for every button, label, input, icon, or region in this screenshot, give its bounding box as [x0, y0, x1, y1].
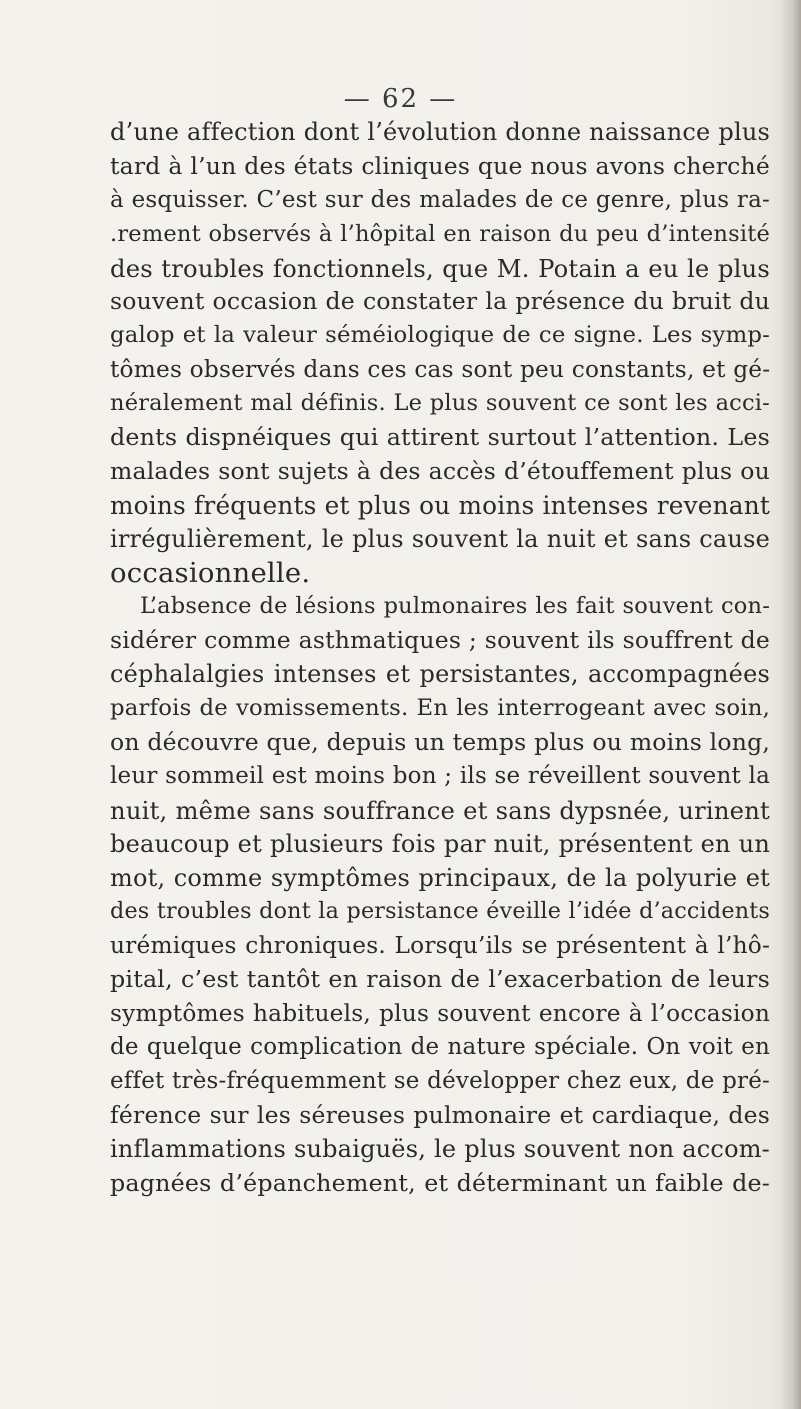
text-line: néralement mal définis. Le plus souvent ce sont les acci-: [110, 390, 770, 417]
text-line: dents dispnéiques qui attirent surtout l’attention. Les: [110, 423, 770, 452]
text-line: des troubles fonctionnels, que M. Potain a eu le plus: [110, 253, 770, 283]
text-line: à esquisser. C’est sur des malades de ce genre, plus ra-: [110, 186, 770, 213]
text-line: tard à l’un des états cliniques que nous avons cherché: [110, 151, 770, 180]
text-line: .rement observés à l’hôpital en raison du peu d’intensité: [110, 220, 770, 247]
text-line: L’absence de lésions pulmonaires les fait souvent con-: [140, 593, 770, 620]
page-number: — 62 —: [343, 84, 458, 114]
text-line: leur sommeil est moins bon ; ils se réveillent souvent la: [110, 762, 770, 789]
text-line: mot, comme symptômes principaux, de la polyurie et: [110, 863, 770, 892]
text-line: d’une affection dont l’évolution donne naissance plus: [110, 118, 770, 146]
text-line: irrégulièrement, le plus souvent la nuit et sans cause: [110, 524, 770, 553]
text-line: occasionnelle.: [110, 556, 311, 589]
text-line: nuit, même sans souffrance et sans dypsnée, urinent: [110, 795, 770, 825]
text-line: moins fréquents et plus ou moins intenses revenant: [110, 490, 770, 520]
paragraph: [110, 590, 770, 1200]
text-line: férence sur les séreuses pulmonaire et cardiaque, des: [110, 1100, 770, 1129]
text-line: tômes observés dans ces cas sont peu constants, et gé-: [110, 356, 771, 384]
paragraph: [110, 116, 770, 590]
text-line: effet très-fréquemment se développer chez eux, de pré-: [110, 1067, 770, 1094]
text-line: sidérer comme asthmatiques ; souvent ils souffrent de: [110, 626, 770, 655]
text-line: urémiques chroniques. Lorsqu’ils se présentent à l’hô-: [110, 932, 770, 960]
text-line: céphalalgies intenses et persistantes, accompagnées: [110, 660, 770, 689]
body-text: [110, 116, 770, 1201]
text-line: parfois de vomissements. En les interrogeant avec soin,: [110, 695, 770, 722]
text-line: des troubles dont la persistance éveille l’idée d’accidents: [110, 898, 770, 925]
text-line: pagnées d’épanchement, et déterminant un faible de-: [110, 1168, 770, 1197]
text-line: de quelque complication de nature spéciale. On voit en: [110, 1034, 770, 1061]
text-line: galop et la valeur séméiologique de ce signe. Les symp-: [110, 322, 770, 349]
text-line: inflammations subaiguës, le plus souvent non accom-: [110, 1134, 770, 1163]
text-line: malades sont sujets à des accès d’étouffement plus ou: [110, 456, 770, 485]
text-line: beaucoup et plusieurs fois par nuit, présentent en un: [110, 829, 770, 858]
text-line: souvent occasion de constater la présence du bruit du: [110, 287, 770, 316]
text-line: symptômes habituels, plus souvent encore à l’occasion: [110, 1000, 770, 1028]
page-edge-shadow: [779, 0, 801, 1409]
text-line: pital, c’est tantôt en raison de l’exacerbation de leurs: [110, 965, 770, 994]
text-line: on découvre que, depuis un temps plus ou moins long,: [110, 728, 770, 757]
